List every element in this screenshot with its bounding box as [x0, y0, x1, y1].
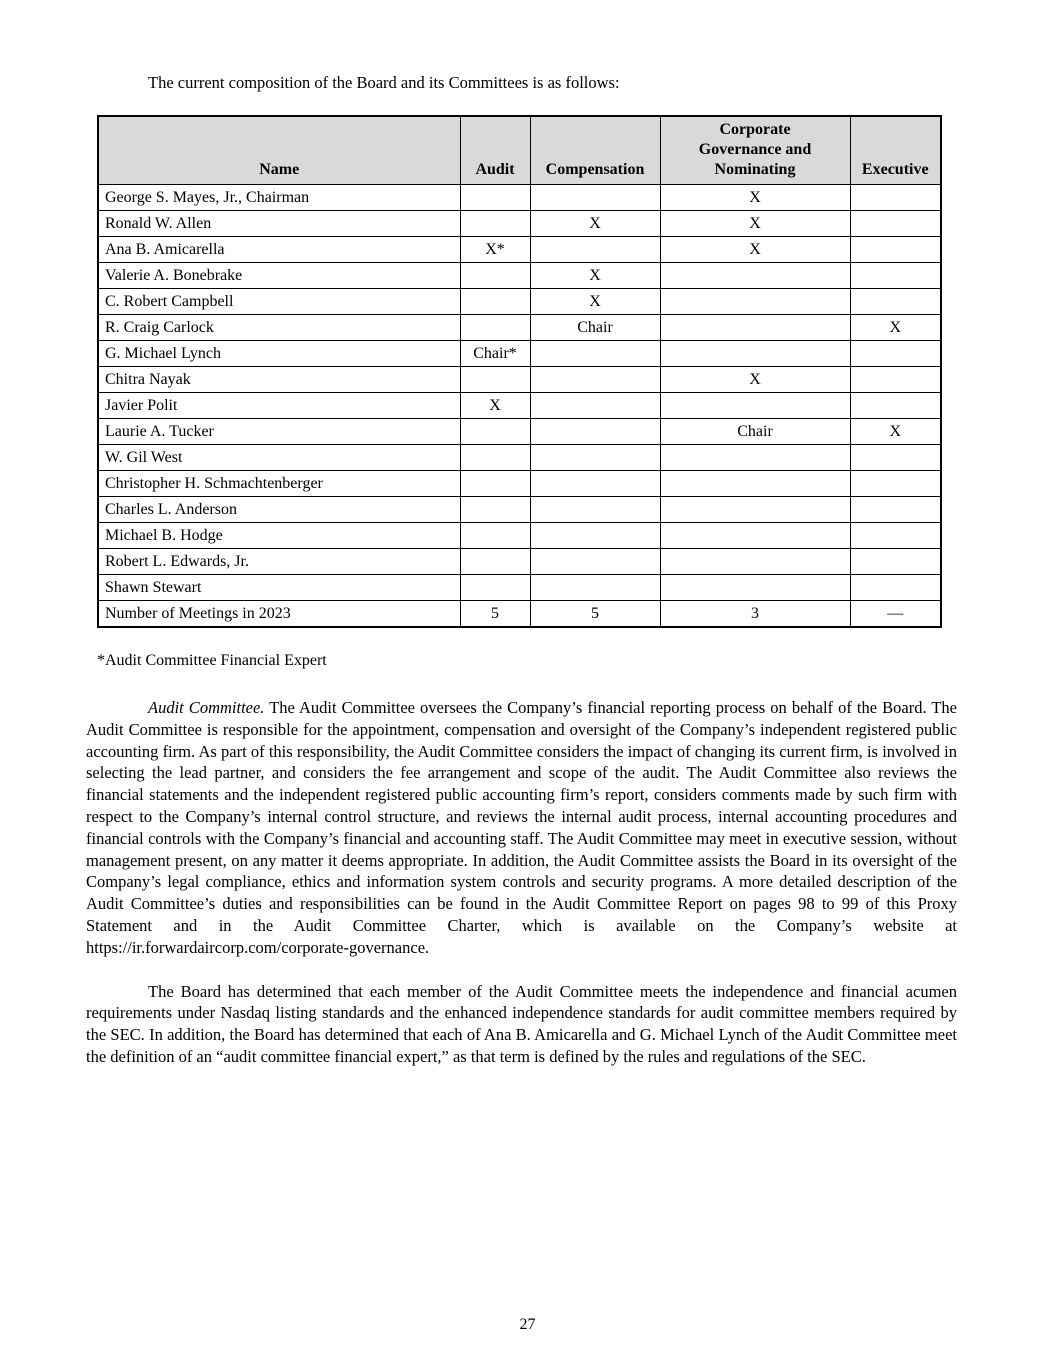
cell-governance [660, 523, 850, 549]
cell-governance [660, 471, 850, 497]
cell-name: Number of Meetings in 2023 [98, 601, 460, 628]
cell-audit [460, 445, 530, 471]
cell-name: Chitra Nayak [98, 367, 460, 393]
table-row [98, 471, 941, 497]
cell-compensation: X [530, 289, 660, 315]
cell-name: Michael B. Hodge [98, 523, 460, 549]
cell-compensation [530, 237, 660, 263]
cell-governance [660, 445, 850, 471]
board-committees-table [97, 115, 942, 628]
table-row [98, 341, 941, 367]
cell-audit [460, 185, 530, 211]
col-header-name: Name [98, 116, 460, 185]
col-header-governance [660, 116, 850, 185]
cell-name: Shawn Stewart [98, 575, 460, 601]
cell-executive [850, 289, 941, 315]
col-header-executive: Executive [850, 116, 941, 185]
cell-executive [850, 497, 941, 523]
cell-governance [660, 549, 850, 575]
cell-name: C. Robert Campbell [98, 289, 460, 315]
cell-executive: X [850, 315, 941, 341]
cell-compensation [530, 497, 660, 523]
cell-name: Laurie A. Tucker [98, 419, 460, 445]
cell-compensation: Chair [530, 315, 660, 341]
cell-governance [660, 393, 850, 419]
table-header-row [98, 116, 941, 185]
cell-audit: 5 [460, 601, 530, 628]
cell-audit [460, 315, 530, 341]
cell-compensation: X [530, 263, 660, 289]
cell-compensation: 5 [530, 601, 660, 628]
cell-executive [850, 523, 941, 549]
col-header-governance-label: Corporate Governance and Nominating [698, 121, 812, 178]
table-row [98, 523, 941, 549]
cell-compensation [530, 393, 660, 419]
cell-executive: — [850, 601, 941, 628]
cell-compensation [530, 445, 660, 471]
cell-executive [850, 237, 941, 263]
cell-governance: X [660, 211, 850, 237]
table-row [98, 185, 941, 211]
cell-executive: X [850, 419, 941, 445]
table-row [98, 315, 941, 341]
cell-name: Robert L. Edwards, Jr. [98, 549, 460, 575]
paragraph-body: The Audit Committee oversees the Company’s financial reporting process on behalf of the Board. The Audit Committee is responsible for the appointment, compensation and oversight of the Company’s independent registered public accounting firm. As part of this responsibility, the Audit Committee considers the impact of changing its current firm, is involved in selecting the lead partner, and considers the fee arrangement and scope of the audit. The Audit Committee also reviews the financial statements and the independent registered public accounting firm’s report, considers comments made by such firm with respect to the Company’s internal control structure, and reviews the internal audit process, internal accounting procedures and financial controls with the Company’s financial and accounting staff. The Audit Committee may meet in executive session, without management present, on any matter it deems appropriate. In addition, the Audit Committee assists the Board in its oversight of the Company’s legal compliance, ethics and information system controls and security programs. A more detailed description of the Audit Committee’s duties and responsibilities can be found in the Audit Committee Report on pages 98 to 99 of this Proxy Statement and in the Audit Committee Charter, which is available on the Company’s website at https://ir.forwardaircorp.com/corporate-governance. [86, 698, 958, 957]
table-row [98, 445, 941, 471]
cell-governance: X [660, 185, 850, 211]
cell-compensation [530, 419, 660, 445]
table-row [98, 367, 941, 393]
cell-name: G. Michael Lynch [98, 341, 460, 367]
table-row [98, 263, 941, 289]
paragraph-lead-in: Audit Committee. [148, 698, 265, 717]
cell-governance: 3 [660, 601, 850, 628]
cell-compensation: X [530, 211, 660, 237]
cell-name: Ana B. Amicarella [98, 237, 460, 263]
cell-audit: X* [460, 237, 530, 263]
cell-name: Valerie A. Bonebrake [98, 263, 460, 289]
cell-audit [460, 471, 530, 497]
cell-executive [850, 211, 941, 237]
cell-compensation [530, 575, 660, 601]
table-row [98, 289, 941, 315]
cell-name: Ronald W. Allen [98, 211, 460, 237]
cell-executive [850, 575, 941, 601]
table-body [98, 185, 941, 628]
cell-governance: Chair [660, 419, 850, 445]
table-row [98, 211, 941, 237]
cell-compensation [530, 185, 660, 211]
cell-audit [460, 497, 530, 523]
cell-audit [460, 575, 530, 601]
cell-name: Christopher H. Schmachtenberger [98, 471, 460, 497]
cell-audit: Chair* [460, 341, 530, 367]
cell-compensation [530, 341, 660, 367]
cell-governance [660, 575, 850, 601]
cell-executive [850, 445, 941, 471]
col-header-compensation: Compensation [530, 116, 660, 185]
table-row [98, 237, 941, 263]
cell-executive [850, 185, 941, 211]
intro-text: The current composition of the Board and its Committees is as follows: [148, 73, 620, 92]
cell-executive [850, 341, 941, 367]
cell-name: Javier Polit [98, 393, 460, 419]
table-row [98, 575, 941, 601]
cell-governance [660, 341, 850, 367]
cell-compensation [530, 549, 660, 575]
cell-governance [660, 315, 850, 341]
paragraph-audit-committee [86, 697, 957, 959]
page-number: 27 [519, 1316, 536, 1333]
cell-governance: X [660, 237, 850, 263]
cell-audit [460, 419, 530, 445]
cell-audit [460, 549, 530, 575]
table-row-meetings [98, 601, 941, 628]
cell-name: R. Craig Carlock [98, 315, 460, 341]
table-row [98, 497, 941, 523]
cell-audit [460, 523, 530, 549]
cell-governance [660, 289, 850, 315]
table-row [98, 549, 941, 575]
cell-audit [460, 263, 530, 289]
cell-name: Charles L. Anderson [98, 497, 460, 523]
table-row [98, 393, 941, 419]
footnote-audit-expert: *Audit Committee Financial Expert [97, 652, 327, 669]
cell-executive [850, 549, 941, 575]
cell-executive [850, 263, 941, 289]
table-row [98, 419, 941, 445]
cell-name: W. Gil West [98, 445, 460, 471]
cell-compensation [530, 471, 660, 497]
cell-executive [850, 471, 941, 497]
cell-governance: X [660, 367, 850, 393]
cell-name: George S. Mayes, Jr., Chairman [98, 185, 460, 211]
cell-audit [460, 289, 530, 315]
cell-executive [850, 367, 941, 393]
col-header-audit: Audit [460, 116, 530, 185]
cell-audit [460, 367, 530, 393]
cell-governance [660, 497, 850, 523]
cell-executive [850, 393, 941, 419]
cell-compensation [530, 367, 660, 393]
table-header [98, 116, 941, 185]
cell-compensation [530, 523, 660, 549]
cell-audit [460, 211, 530, 237]
paragraph-board-determination: The Board has determined that each member of the Audit Committee meets the independence and financial acumen requirements under Nasdaq listing standards and the enhanced independence standards for audit committee members required by the SEC. In addition, the Board has determined that each of Ana B. Amicarella and G. Michael Lynch of the Audit Committee meet the definition of an “audit committee financial expert,” as that term is defined by the rules and regulations of the SEC. [86, 981, 957, 1066]
cell-audit: X [460, 393, 530, 419]
cell-governance [660, 263, 850, 289]
